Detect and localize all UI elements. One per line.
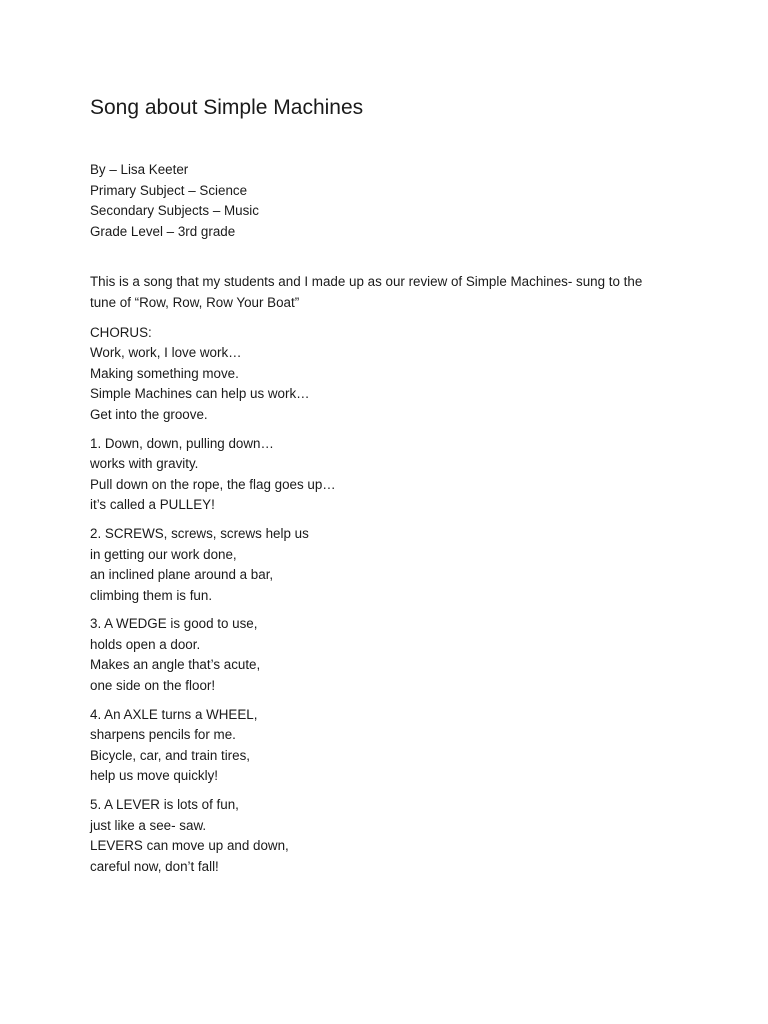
stanza-line: 1. Down, down, pulling down… [90, 435, 274, 451]
intro-line: tune of “Row, Row, Row Your Boat” [90, 294, 300, 310]
stanza-line: Bicycle, car, and train tires, [90, 747, 251, 763]
stanza-chorus [90, 323, 710, 426]
stanza-wheel-and-axle [90, 705, 710, 787]
stanza-line: sharpens pencils for me. [90, 727, 236, 743]
stanza-line: Simple Machines can help us work… [90, 386, 310, 402]
stanza-line: Get into the groove. [90, 406, 208, 422]
stanza-screws [90, 524, 710, 606]
document-content [90, 94, 710, 877]
intro-line: This is a song that my students and I made up as our review of Simple Machines- sung to the [90, 274, 643, 290]
stanza-line: Making something move. [90, 365, 239, 381]
stanza-line: Work, work, I love work… [90, 345, 242, 361]
grade-level-line: Grade Level – 3rd grade [90, 223, 236, 239]
stanza-line: help us move quickly! [90, 768, 219, 784]
stanza-line: one side on the floor! [90, 678, 216, 694]
stanza-line: just like a see- saw. [90, 817, 207, 833]
stanza-line: Pull down on the rope, the flag goes up… [90, 476, 336, 492]
stanza-line: climbing them is fun. [90, 587, 213, 603]
stanza-line: LEVERS can move up and down, [90, 838, 289, 854]
stanza-line: it’s called a PULLEY! [90, 497, 215, 513]
stanza-line: 3. A WEDGE is good to use, [90, 616, 258, 632]
stanza-wedge [90, 614, 710, 696]
stanza-line: holds open a door. [90, 636, 201, 652]
stanza-line: works with gravity. [90, 456, 199, 472]
stanza-pulley [90, 434, 710, 516]
stanza-line: in getting our work done, [90, 546, 237, 562]
document-title: Song about Simple Machines [90, 96, 364, 119]
stanza-line: an inclined plane around a bar, [90, 567, 274, 583]
stanza-line: 4. An AXLE turns a WHEEL, [90, 706, 258, 722]
author-info-block [90, 160, 710, 242]
secondary-subjects-line: Secondary Subjects – Music [90, 203, 259, 219]
primary-subject-line: Primary Subject – Science [90, 182, 248, 198]
author-line: By – Lisa Keeter [90, 162, 189, 177]
intro-paragraph [90, 272, 710, 313]
stanza-lever [90, 795, 710, 877]
stanza-line: CHORUS: [90, 324, 152, 340]
stanza-line: 2. SCREWS, screws, screws help us [90, 525, 309, 541]
stanza-line: 5. A LEVER is lots of fun, [90, 797, 239, 813]
stanza-line: careful now, don’t fall! [90, 858, 219, 874]
stanza-line: Makes an angle that’s acute, [90, 657, 261, 673]
